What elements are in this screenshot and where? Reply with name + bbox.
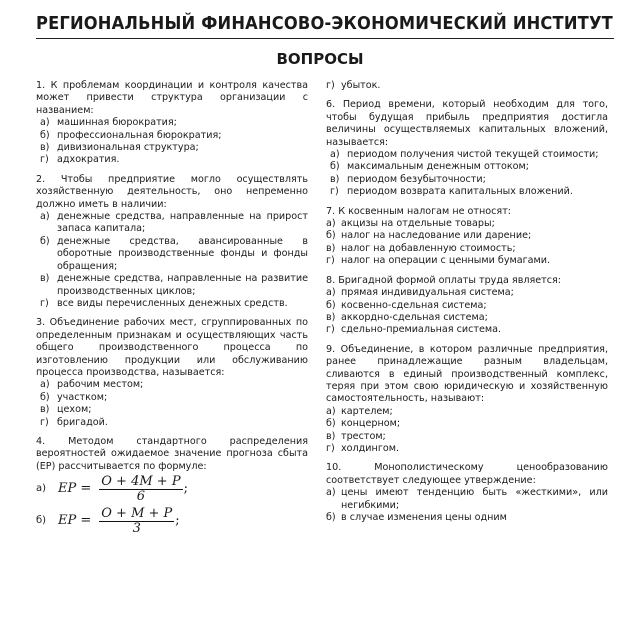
option-text: в случае изменения цены одним [341,512,507,523]
answer-option [326,218,608,230]
option-marker: г) [326,80,335,91]
option-marker: б) [36,514,47,526]
option-text: максимальным денежным оттоком; [347,161,529,173]
header-divider [36,38,614,39]
question-2 [36,174,308,310]
question-text: 6. Период времени, который необходим для того, чтобы будущая прибыль предприятия достигла величины осуществляемых капитальных вложений, называется: [326,99,608,148]
option-text: акцизы на отдельные товары; [341,218,495,230]
option-text: все виды перечисленных денежных средств. [57,297,288,309]
answer-option [36,142,308,154]
option-text: дивизиональная структура; [57,142,199,154]
answer-option [36,392,308,404]
option-marker: г) [330,186,339,198]
answer-option [326,418,608,430]
option-marker: а) [326,218,336,230]
option-marker: в) [40,273,50,285]
option-marker: в) [326,242,336,254]
answer-option [36,404,308,416]
fraction-numerator: O + M + P [101,505,173,521]
option-marker: г) [40,297,49,309]
question-1 [36,80,308,167]
option-marker: а) [326,405,336,417]
institute-header: РЕГИОНАЛЬНЫЙ ФИНАНСОВО-ЭКОНОМИЧЕСКИЙ ИНСТИТУТ [36,14,613,34]
option-text: профессиональная бюрократия; [57,129,222,141]
answer-option [326,487,608,512]
question-4 [36,436,308,537]
option-marker: в) [326,430,336,442]
formula-fraction [99,507,174,536]
question-7 [326,206,608,268]
option-marker: а) [36,482,47,494]
option-text: периодом получения чистой текущей стоимости; [347,149,599,161]
option-marker: а) [326,487,336,499]
formula-option-b [36,505,308,537]
option-text: концерном; [341,418,401,430]
option-text: цехом; [57,404,92,416]
option-marker: в) [330,173,340,185]
option-text: налог на добавленную стоимость; [341,242,516,254]
answer-option [326,406,608,418]
right-column [326,80,608,531]
answer-option [326,300,608,312]
formula-terminator: ; [183,480,188,496]
option-marker: г) [40,154,49,166]
option-marker: а) [330,149,340,161]
answer-option [36,298,308,310]
option-text: участком; [57,391,108,403]
option-text: цены имеют тенденцию быть «жесткими», или негибкими; [341,487,608,511]
answer-option [326,149,608,161]
question-text: 9. Объединение, в котором различные предприятия, ранее принадлежащие разным владельцам, сливаются в единый производственный комплекс, теряя при этом свою юридическую и хозяйственную самостоятельность, называют: [326,343,608,405]
answer-option [326,255,608,267]
formula-lhs: EP = [58,512,92,528]
option-text: денежные средства, направленные на прирост запаса капитала; [57,211,308,235]
option-marker: г) [40,416,49,428]
option-text: машинная бюрократия; [57,117,177,129]
answer-option [326,80,608,92]
option-marker: г) [326,442,335,454]
option-text: аккордно-сдельная система; [341,311,488,323]
option-text: трестом; [341,430,386,442]
answer-option [36,273,308,298]
option-text: денежные средства, авансированные в оборотные производственные фонды и фонды обращения; [57,235,308,272]
option-marker: б) [326,299,336,311]
question-text: 4. Методом стандартного распределения вероятностей ожидаемое значение прогноза сбыта (EP) рассчитывается по формуле: [36,435,308,472]
answer-option [326,161,608,173]
answer-option [36,117,308,129]
option-text: рабочим местом; [57,379,144,391]
option-text: периодом безубыточности; [347,173,486,185]
fraction-denominator: 3 [132,520,141,536]
option-marker: б) [40,391,50,403]
fraction-denominator: 6 [136,488,146,504]
option-marker: а) [326,287,336,299]
question-text: 7. К косвенным налогам не относят: [326,205,512,217]
option-marker: б) [326,418,336,430]
question-9 [326,344,608,456]
answer-option [326,512,608,524]
formula-terminator: ; [175,512,180,528]
answer-option [36,236,308,273]
formula-option-a [36,473,308,505]
answer-option [326,443,608,455]
question-6 [326,99,608,198]
option-marker: в) [326,311,336,323]
answer-option [36,130,308,142]
option-text: бригадой. [57,416,108,428]
option-marker: а) [40,379,50,391]
option-text: налог на операции с ценными бумагами. [341,255,551,267]
option-text: косвенно-сдельная система; [341,299,487,311]
answer-option [326,186,608,198]
formula-fraction [99,475,182,504]
question-3 [36,317,308,429]
option-text: холдингом. [341,442,400,454]
question-text: 8. Бригадной формой оплаты труда является: [326,274,562,286]
answer-option [326,243,608,255]
option-marker: а) [40,117,50,129]
option-text: картелем; [341,405,393,417]
question-5-tail [326,80,608,92]
question-text: 2. Чтобы предприятие могло осуществлять хозяйственную деятельность, оно непременно должно иметь в наличии: [36,173,308,210]
answer-option [326,431,608,443]
option-marker: б) [40,129,50,141]
question-text: 10. Монополистическому ценообразованию соответствует следующее утверждение: [326,462,608,486]
option-marker: а) [40,211,50,223]
answer-option [326,312,608,324]
section-title: ВОПРОСЫ [276,50,364,68]
formula-lhs: EP = [58,480,92,496]
answer-option [36,211,308,236]
option-marker: б) [326,512,336,523]
option-marker: в) [40,142,50,154]
option-marker: б) [40,235,50,247]
question-8 [326,275,608,337]
option-marker: г) [326,324,335,336]
answer-option [326,287,608,299]
option-text: адхократия. [57,154,120,166]
answer-option [326,174,608,186]
option-marker: г) [326,255,335,267]
answer-option [326,324,608,336]
question-text: 3. Объединение рабочих мест, сгруппированных по определенным признакам и осуществляющих часть общего производственного процесса по изготовлению продукции или обслуживанию процесса производства, называется: [36,317,308,378]
question-10 [326,462,608,524]
answer-option [326,230,608,242]
answer-option [36,417,308,429]
option-text: убыток. [341,80,381,91]
answer-option [36,379,308,391]
option-marker: б) [330,161,340,173]
option-marker: в) [40,404,50,416]
option-text: периодом возврата капитальных вложений. [347,186,573,198]
left-column [36,80,308,544]
option-text: прямая индивидуальная система; [341,287,514,299]
option-text: сдельно-премиальная система. [341,324,502,336]
option-text: денежные средства, направленные на развитие производственных циклов; [57,273,308,297]
option-text: налог на наследование или дарение; [341,230,532,242]
option-marker: б) [326,230,336,242]
fraction-numerator: O + 4M + P [101,473,181,489]
question-text: 1. К проблемам координации и контроля качества может привести структура организации с названием: [36,80,308,116]
answer-option [36,154,308,166]
